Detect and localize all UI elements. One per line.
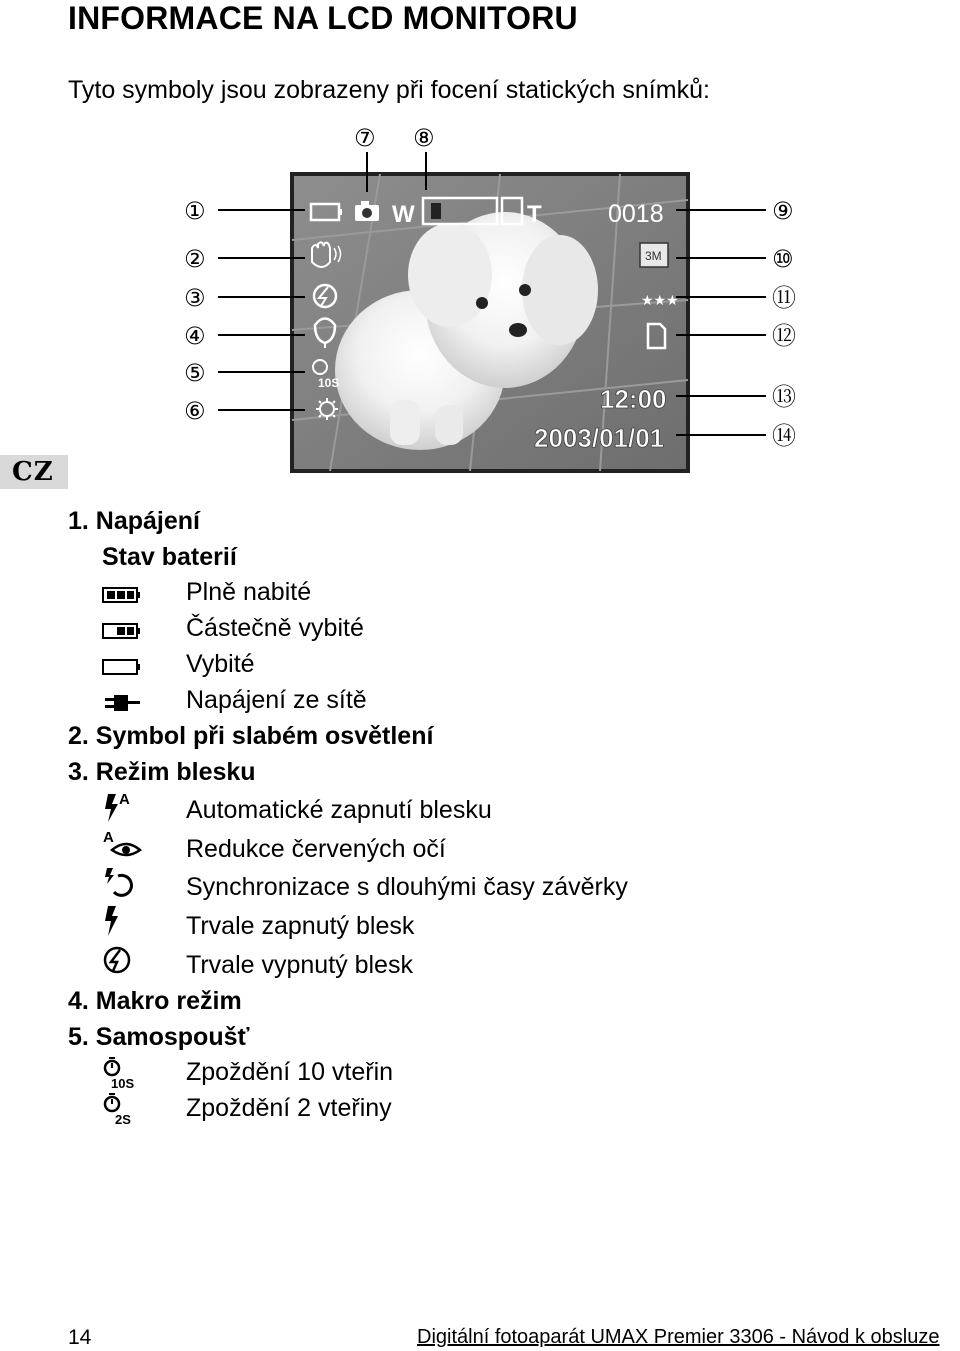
callout-2: ② [184,245,206,273]
frame-counter: 0018 [608,200,664,228]
list-item: Trvale vypnutý blesk [186,951,413,979]
flash-auto-icon [102,788,142,826]
section-2-heading: 2. Symbol při slabém osvětlení [68,722,434,750]
self-timer-2s-icon [102,1092,142,1126]
footer-title: Digitální fotoaparát UMAX Premier 3306 - Návod k obsluze [417,1326,940,1348]
battery-empty-icon [102,652,142,682]
slow-sync-icon [102,866,142,900]
section-1-heading: 1. Napájení [68,507,200,535]
svg-text:10S: 10S [318,376,340,390]
list-item: Zpoždění 10 vteřin [186,1058,394,1086]
list-item: Napájení ze sítě [186,686,367,714]
svg-text:3M: 3M [645,249,662,263]
svg-text:A: A [103,829,114,846]
list-item: Vybité [186,650,255,678]
callout-7: ⑦ [354,124,376,152]
callout-1: ① [184,197,206,225]
callout-5: ⑤ [184,359,206,387]
list-item: Redukce červených očí [186,835,446,863]
intro-text: Tyto symboly jsou zobrazeny při focení statických snímků: [68,76,710,104]
svg-text:2S: 2S [115,1112,131,1126]
lcd-time: 12:00 [600,384,667,414]
list-item: Trvale zapnutý blesk [186,912,415,940]
lcd-diagram [0,120,960,480]
section-3-heading: 3. Režim blesku [68,758,256,786]
svg-text:10S: 10S [111,1076,135,1090]
quality-icon [641,293,679,309]
list-item: Částečně vybité [186,614,364,642]
callout-6: ⑥ [184,397,206,425]
page-title: INFORMACE NA LCD MONITORU [68,0,578,36]
self-timer-10s-icon [102,1056,142,1090]
red-eye-icon [102,826,142,864]
list-item: Synchronizace s dlouhými časy závěrky [186,873,628,901]
zoom-tele-label: T [527,201,542,228]
list-item: Automatické zapnutí blesku [186,796,492,824]
language-tab: CZ [0,455,68,489]
callout-11: ⑪ [772,284,796,312]
resolution-icon [640,243,668,267]
page-number: 14 [68,1326,92,1349]
lcd-date: 2003/01/01 [534,423,665,453]
callout-14: ⑭ [772,422,796,450]
section-5-heading: 5. Samospoušť [68,1023,250,1051]
battery-full-icon [102,580,142,610]
callout-9: ⑨ [772,197,794,225]
callout-10: ⑩ [772,245,794,273]
flash-off-icon [102,944,142,978]
battery-half-icon [102,616,142,646]
list-item: Zpoždění 2 vteřiny [186,1094,392,1122]
svg-text:★★★: ★★★ [641,293,679,309]
list-item: Plně nabité [186,578,312,606]
flash-on-icon [102,904,142,938]
callout-4: ④ [184,322,206,350]
svg-text:A: A [119,791,130,808]
ac-power-icon [102,688,142,718]
callout-8: ⑧ [413,124,435,152]
callout-13: ⑬ [772,383,796,411]
zoom-wide-label: W [392,201,415,228]
section-4-heading: 4. Makro režim [68,987,242,1015]
callout-12: ⑫ [772,322,796,350]
section-1-subheading: Stav baterií [102,543,237,571]
callout-3: ③ [184,284,206,312]
